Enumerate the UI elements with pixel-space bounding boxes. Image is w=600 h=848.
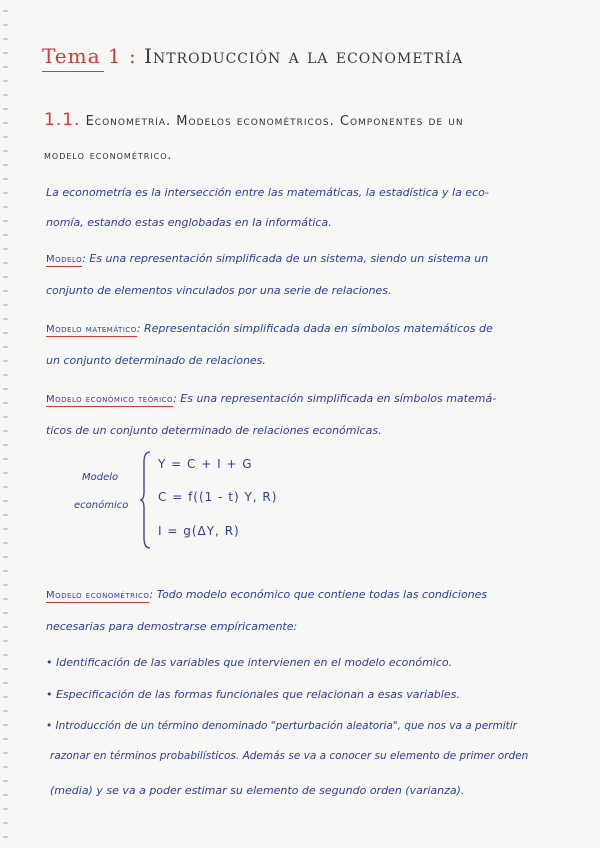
system-label-line2: económico	[74, 500, 129, 511]
modelo-economico-teorico-label: Modelo económico teórico	[46, 394, 174, 405]
modelo-definition	[46, 252, 488, 265]
title-text: Introducción a la econometría	[144, 44, 464, 68]
section-title-line1: Econometría. Modelos econométricos. Componentes de un	[85, 114, 464, 129]
modelo-economico-teorico-definition	[46, 392, 496, 405]
modelo-matematico-text: : Representación simplificada dada en símbolos matemáticos de	[136, 322, 493, 335]
equation-1: Y = C + I + G	[158, 457, 253, 471]
title-prefix-underline	[42, 71, 104, 72]
equation-2: C = f((1 - t) Y, R)	[158, 490, 278, 504]
intro-line1: La econometría es la intersección entre las matemáticas, la estadística y la eco-	[46, 186, 489, 199]
modelo-econometrico-label: Modelo econométrico	[46, 590, 150, 601]
modelo-text: : Es una representación simplificada de un sistema, siendo un sistema un	[82, 252, 489, 265]
modelo-matematico-definition	[46, 322, 493, 335]
modelo-line2: conjunto de elementos vinculados por una serie de relaciones.	[46, 284, 392, 297]
modelo-matematico-line2: un conjunto determinado de relaciones.	[46, 354, 266, 367]
section-number: 1.1.	[44, 110, 81, 130]
bullet-item: • Especificación de las formas funcionales que relacionan a esas variables.	[46, 688, 460, 701]
modelo-economico-teorico-text: : Es una representación simplificada en símbolos matemá-	[173, 392, 497, 405]
bullet-item: • Introducción de un término denominado "perturbación aleatoria", que nos va a permitir	[46, 720, 517, 732]
section-title-line2: modelo econométrico.	[44, 148, 173, 162]
modelo-label: Modelo	[46, 254, 83, 265]
title-prefix: Tema 1	[42, 44, 122, 68]
system-label-line1: Modelo	[82, 472, 119, 483]
bullet-continuation: razonar en términos probabilísticos. Además se va a conocer su elemento de primer orden	[50, 750, 529, 762]
modelo-economico-teorico-line2: ticos de un conjunto determinado de relaciones económicas.	[46, 424, 382, 437]
title-separator: :	[128, 44, 137, 68]
modelo-econometrico-line2: necesarias para demostrarse empíricamente:	[46, 620, 298, 633]
bullet-item: • Identificación de las variables que intervienen en el modelo económico.	[46, 656, 453, 669]
modelo-matematico-label: Modelo matemático	[46, 324, 137, 335]
equation-3: I = g(ΔY, R)	[158, 524, 240, 538]
modelo-econometrico-text: : Todo modelo económico que contiene todas las condiciones	[149, 588, 488, 601]
intro-line2: nomía, estando estas englobadas en la informática.	[46, 216, 332, 229]
section-heading	[44, 110, 464, 130]
modelo-econometrico-definition	[46, 588, 487, 601]
page-title	[42, 44, 463, 68]
bullet-continuation: (media) y se va a poder estimar su elemento de segundo orden (varianza).	[50, 784, 465, 797]
system-brace	[140, 450, 152, 550]
